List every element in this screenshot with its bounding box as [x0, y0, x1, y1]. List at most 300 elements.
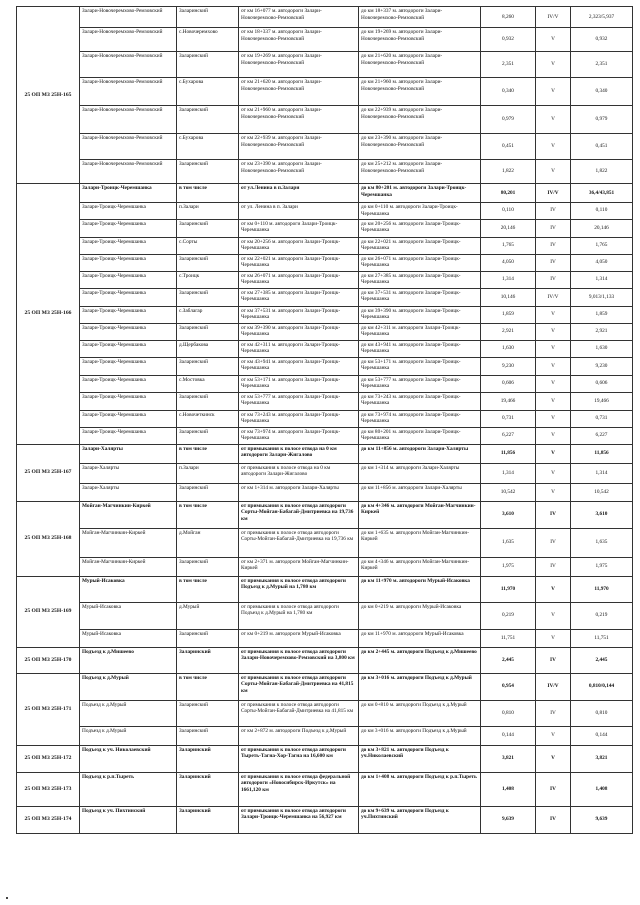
settlement-cell: Заларинский: [177, 427, 239, 444]
road-name-cell: Подъезд к д.Мурый: [80, 673, 177, 700]
table-row: [17, 806, 633, 833]
end-point-cell: до км 26+071 м. автодороги Залари-Троицк-Черемшанка: [359, 254, 481, 271]
road-code-cell: 25 ОП МЗ 25Н-170: [17, 647, 80, 673]
category-length-cell: 1,635: [571, 528, 633, 557]
length-cell: 20,146: [481, 219, 536, 237]
category-length-cell: 0,451: [571, 134, 633, 160]
settlement-cell: Заларинский: [177, 726, 239, 745]
road-name-cell: Подъезд к р.п.Тыреть: [80, 772, 177, 806]
road-name-cell: Залари-Троицк-Черемшанка: [80, 271, 177, 288]
settlement-cell: п.Залари: [177, 203, 239, 220]
start-point-cell: от км 53+777 м. автодороги Залари-Троицк-Черемшанка: [239, 392, 359, 410]
end-point-cell: до км 11+856 м. автодороги Залари-Халярты: [359, 444, 481, 463]
start-point-cell: от примыкания к полосе отвода автодороги Сорты-Мойган-Бабагай-Дмитриевка на 19,736 км: [239, 501, 359, 528]
end-point-cell: до км 21+620 м. автодороги Залари-Новочеремхово-Ремзовский: [359, 52, 481, 78]
category-cell: V: [536, 134, 571, 160]
category-length-cell: 2,445: [571, 647, 633, 673]
road-name-cell: Залари-Халярты: [80, 483, 177, 501]
start-point-cell: от примыкания к полосе отвода автодороги Подъезд к д.Мурый на 1,780 км: [239, 602, 359, 629]
category-length-cell: 0,606: [571, 375, 633, 392]
category-length-cell: 0,731: [571, 410, 633, 427]
settlement-cell: в том числе: [177, 501, 239, 528]
settlement-cell: Заларинский: [177, 806, 239, 833]
category-cell: IV/V: [536, 184, 571, 203]
road-name-cell: Подъезд к уч. Николаевский: [80, 745, 177, 772]
length-cell: 80,201: [481, 184, 536, 203]
length-cell: 4,050: [481, 254, 536, 271]
road-name-cell: Мойган-Магчинкин-Киркей: [80, 557, 177, 576]
category-cell: V: [536, 726, 571, 745]
table-row: [17, 463, 633, 483]
table-row: [17, 410, 633, 427]
road-name-cell: Залари-Троицк-Черемшанка: [80, 203, 177, 220]
table-row: [17, 52, 633, 78]
category-length-cell: 0,110: [571, 203, 633, 220]
category-cell: IV: [536, 700, 571, 726]
end-point-cell: до км 22+939 м. автодороги Залари-Новочеремхово-Ремзовский: [359, 106, 481, 134]
road-name-cell: Залари-Троицк-Черемшанка: [80, 340, 177, 357]
length-cell: 0,810: [481, 700, 536, 726]
category-cell: V: [536, 745, 571, 772]
end-point-cell: до км 0+219 м. автодороги Мурый-Исаковка: [359, 602, 481, 629]
road-name-cell: Мойган-Магчинкин-Киркей: [80, 528, 177, 557]
table-row: [17, 271, 633, 288]
road-code-cell: 25 ОП МЗ 25Н-167: [17, 444, 80, 501]
length-cell: 0,932: [481, 28, 536, 52]
category-length-cell: 36,4/43,851: [571, 184, 633, 203]
settlement-cell: д.Мойган: [177, 528, 239, 557]
table-row: [17, 647, 633, 673]
category-cell: IV: [536, 647, 571, 673]
road-code-cell: 25 ОП МЗ 25Н-174: [17, 806, 80, 833]
length-cell: 1,314: [481, 271, 536, 288]
end-point-cell: до км 27+385 м. автодороги Залари-Троицк-Черемшанка: [359, 271, 481, 288]
document-page: [16, 6, 632, 834]
start-point-cell: от км 21+620 м. автодороги Залари-Новочеремхово-Ремзовский: [239, 78, 359, 106]
end-point-cell: до км 9+639 м. автодороги Подъезд к уч.Пихтинский: [359, 806, 481, 833]
road-name-cell: Подъезд к д.Мурый: [80, 700, 177, 726]
road-name-cell: Залари-Новочеремхово-Ремзовский: [80, 7, 177, 28]
length-cell: 2,921: [481, 323, 536, 340]
road-code-cell: 25 ОП МЗ 25Н-165: [17, 7, 80, 184]
start-point-cell: от примыкания к полосе отвода федеральной автодороги «Новосибирск-Иркутск» на 1661,120 км: [239, 772, 359, 806]
category-cell: V: [536, 444, 571, 463]
table-row: [17, 134, 633, 160]
settlement-cell: Заларинский: [177, 219, 239, 237]
settlement-cell: Заларинский: [177, 745, 239, 772]
category-cell: V: [536, 392, 571, 410]
start-point-cell: от км 21+960 м. автодороги Залари-Новочеремхово-Ремзовский: [239, 106, 359, 134]
category-length-cell: 9,230: [571, 357, 633, 375]
category-cell: V: [536, 306, 571, 323]
road-name-cell: Залари-Новочеремхово-Ремзовский: [80, 28, 177, 52]
category-cell: V: [536, 28, 571, 52]
length-cell: 9,230: [481, 357, 536, 375]
table-row: [17, 219, 633, 237]
category-length-cell: 0,144: [571, 726, 633, 745]
road-name-cell: Мойган-Магчинкин-Киркей: [80, 501, 177, 528]
category-length-cell: 11,970: [571, 576, 633, 602]
start-point-cell: от ул. Ленина в п. Залари: [239, 203, 359, 220]
length-cell: 3,610: [481, 501, 536, 528]
road-name-cell: Залари-Троицк-Черемшанка: [80, 427, 177, 444]
table-row: [17, 483, 633, 501]
category-length-cell: 11,751: [571, 629, 633, 647]
road-name-cell: Залари-Троицк-Черемшанка: [80, 288, 177, 306]
table-row: [17, 557, 633, 576]
table-row: [17, 28, 633, 52]
road-name-cell: Мурый-Исаковка: [80, 602, 177, 629]
category-cell: IV/V: [536, 673, 571, 700]
end-point-cell: до км 73+974 м. автодороги Залари-Троицк-Черемшанка: [359, 410, 481, 427]
length-cell: 1,975: [481, 557, 536, 576]
end-point-cell: до км 80+201 м. автодороги Залари-Троицк-Черемшанка: [359, 184, 481, 203]
end-point-cell: до км 42+311 м. автодороги Залари-Троицк-Черемшанка: [359, 323, 481, 340]
end-point-cell: до км 1+635 м. автодороги Мойган-Магчинкин-Киркей: [359, 528, 481, 557]
category-length-cell: 0,932: [571, 28, 633, 52]
category-cell: V: [536, 576, 571, 602]
settlement-cell: Заларинский: [177, 557, 239, 576]
length-cell: 2,445: [481, 647, 536, 673]
length-cell: 0,219: [481, 602, 536, 629]
table-row: [17, 340, 633, 357]
road-name-cell: Залари-Троицк-Черемшанка: [80, 357, 177, 375]
category-length-cell: 3,610: [571, 501, 633, 528]
length-cell: 11,970: [481, 576, 536, 602]
table-row: [17, 357, 633, 375]
road-register-table: [16, 6, 633, 834]
start-point-cell: от км 0+219 м. автодороги Мурый-Исаковка: [239, 629, 359, 647]
length-cell: 1,630: [481, 340, 536, 357]
table-row: [17, 106, 633, 134]
category-length-cell: 2,351: [571, 52, 633, 78]
category-cell: IV: [536, 271, 571, 288]
table-row: [17, 772, 633, 806]
settlement-cell: в том числе: [177, 184, 239, 203]
table-row: [17, 444, 633, 463]
start-point-cell: от км 27+385 м. автодороги Залари-Троицк-Черемшанка: [239, 288, 359, 306]
table-row: [17, 237, 633, 254]
road-name-cell: Мурый-Исаковка: [80, 576, 177, 602]
settlement-cell: Заларинский: [177, 647, 239, 673]
end-point-cell: до км 19+269 м. автодороги Залари-Новочеремхово-Ремзовский: [359, 28, 481, 52]
road-code-cell: 25 ОП МЗ 25Н-168: [17, 501, 80, 576]
road-name-cell: Залари-Троицк-Черемшанка: [80, 254, 177, 271]
road-name-cell: Залари-Троицк-Черемшанка: [80, 375, 177, 392]
road-code-cell: 25 ОП МЗ 25Н-173: [17, 772, 80, 806]
end-point-cell: до км 43+941 м. автодороги Залари-Троицк-Черемшанка: [359, 340, 481, 357]
start-point-cell: от км 22+939 м. автодороги Залари-Новочеремхово-Ремзовский: [239, 134, 359, 160]
start-point-cell: от примыкания к полосе отвода автодороги Сорты-Мойган-Бабагай-Дмитриевка на 41,815 км: [239, 673, 359, 700]
table-row: [17, 254, 633, 271]
table-row: [17, 629, 633, 647]
category-cell: V: [536, 427, 571, 444]
start-point-cell: от км 39+390 м. автодороги Залари-Троицк-Черемшанка: [239, 323, 359, 340]
category-cell: IV: [536, 772, 571, 806]
category-cell: V: [536, 410, 571, 427]
length-cell: 1,765: [481, 237, 536, 254]
table-row: [17, 323, 633, 340]
end-point-cell: до км 80+201 м. автодороги Залари-Троицк-Черемшанка: [359, 427, 481, 444]
table-row: [17, 288, 633, 306]
settlement-cell: Заларинский: [177, 772, 239, 806]
length-cell: 2,351: [481, 52, 536, 78]
length-cell: 8,260: [481, 7, 536, 28]
settlement-cell: с.Бухарова: [177, 78, 239, 106]
category-cell: V: [536, 483, 571, 501]
length-cell: 1,635: [481, 528, 536, 557]
end-point-cell: до км 22+021 м. автодороги Залари-Троицк-Черемшанка: [359, 237, 481, 254]
category-length-cell: 11,856: [571, 444, 633, 463]
end-point-cell: до км 3+016 м. автодороги Подъезд к д.Мурый: [359, 673, 481, 700]
category-cell: V: [536, 78, 571, 106]
category-length-cell: 20,146: [571, 219, 633, 237]
category-cell: V: [536, 160, 571, 184]
table-row: [17, 78, 633, 106]
length-cell: 0,451: [481, 134, 536, 160]
start-point-cell: от примыкания к полосе отвода автодороги Подъезд к д.Мурый на 1,780 км: [239, 576, 359, 602]
start-point-cell: от примыкания к полосе отвода автодороги Сорты-Мойган-Бабагай-Дмитриевка на 19,736 км: [239, 528, 359, 557]
length-cell: 1,859: [481, 306, 536, 323]
settlement-cell: Заларинский: [177, 357, 239, 375]
start-point-cell: от примыкания к полосе отвода автодороги Сорты-Мойган-Бабагай-Дмитриевка на 41,815 км: [239, 700, 359, 726]
start-point-cell: от примыкания к полосе отвода автодороги Тыреть-Тагна-Хор-Тагна на 16,600 км: [239, 745, 359, 772]
settlement-cell: п.Залари: [177, 463, 239, 483]
category-length-cell: 2,921: [571, 323, 633, 340]
length-cell: 6,227: [481, 427, 536, 444]
settlement-cell: д.Щербакова: [177, 340, 239, 357]
start-point-cell: от км 43+941 м. автодороги Залари-Троицк-Черемшанка: [239, 357, 359, 375]
settlement-cell: Заларинский: [177, 288, 239, 306]
road-name-cell: Залари-Троицк-Черемшанка: [80, 237, 177, 254]
length-cell: 19,466: [481, 392, 536, 410]
category-cell: V: [536, 357, 571, 375]
category-length-cell: 0,810: [571, 700, 633, 726]
category-cell: V: [536, 463, 571, 483]
start-point-cell: от км 16+077 м. автодороги Залари-Новочеремхово-Ремзовский: [239, 7, 359, 28]
end-point-cell: до км 0+810 м. автодороги Подъезд к д.Мурый: [359, 700, 481, 726]
end-point-cell: до км 11+970 м. автодороги Мурый-Исаковка: [359, 576, 481, 602]
length-cell: 1,822: [481, 160, 536, 184]
table-row: [17, 203, 633, 220]
settlement-cell: Заларинский: [177, 52, 239, 78]
length-cell: 10,146: [481, 288, 536, 306]
category-cell: IV/V: [536, 7, 571, 28]
category-length-cell: 19,466: [571, 392, 633, 410]
road-name-cell: Подъезд к д.Мурый: [80, 726, 177, 745]
start-point-cell: от км 73+243 м. автодороги Залари-Троицк-Черемшанка: [239, 410, 359, 427]
category-length-cell: 1,314: [571, 463, 633, 483]
table-row: [17, 745, 633, 772]
settlement-cell: Заларинский: [177, 254, 239, 271]
start-point-cell: от км 53+171 м. автодороги Залари-Троицк-Черемшанка: [239, 375, 359, 392]
road-name-cell: Подъезд к д.Мишеево: [80, 647, 177, 673]
start-point-cell: от км 18+337 м. автодороги Залари-Новочеремхово-Ремзовский: [239, 28, 359, 52]
end-point-cell: до км 0+110 м. автодороги Залари-Троицк-Черемшанка: [359, 203, 481, 220]
end-point-cell: до км 18+337 м. автодороги Залари-Новочеремхово-Ремзовский: [359, 7, 481, 28]
start-point-cell: от км 1+314 м. автодороги Залари-Халярты: [239, 483, 359, 501]
road-name-cell: Залари-Новочеремхово-Ремзовский: [80, 52, 177, 78]
road-name-cell: Подъезд к уч. Пихтинский: [80, 806, 177, 833]
start-point-cell: от км 20+256 м. автодороги Залари-Троицк-Черемшанка: [239, 237, 359, 254]
start-point-cell: от км 26+071 м. автодороги Залари-Троицк-Черемшанка: [239, 271, 359, 288]
road-name-cell: Залари-Троицк-Черемшанка: [80, 219, 177, 237]
category-length-cell: 1,314: [571, 271, 633, 288]
category-length-cell: 0,810/0,144: [571, 673, 633, 700]
start-point-cell: от км 0+110 м. автодороги Залари-Троицк-Черемшанка: [239, 219, 359, 237]
table-row: [17, 392, 633, 410]
length-cell: 0,606: [481, 375, 536, 392]
table-row: [17, 602, 633, 629]
category-length-cell: 0,979: [571, 106, 633, 134]
road-code-cell: 25 ОП МЗ 25Н-172: [17, 745, 80, 772]
category-length-cell: 3,821: [571, 745, 633, 772]
category-cell: V: [536, 602, 571, 629]
length-cell: 0,144: [481, 726, 536, 745]
table-row: [17, 700, 633, 726]
category-length-cell: 1,630: [571, 340, 633, 357]
length-cell: 0,340: [481, 78, 536, 106]
settlement-cell: в том числе: [177, 444, 239, 463]
start-point-cell: от примыкания к полосе отвода на 0 км автодороги Залари-Жигалово: [239, 444, 359, 463]
settlement-cell: с.Сорты: [177, 237, 239, 254]
category-cell: V: [536, 375, 571, 392]
page-mark: [6, 897, 8, 899]
road-name-cell: Залари-Троицк-Черемшанка: [80, 410, 177, 427]
length-cell: 11,856: [481, 444, 536, 463]
start-point-cell: от км 23+390 м. автодороги Залари-Новочеремхово-Ремзовский: [239, 160, 359, 184]
end-point-cell: до км 53+777 м. автодороги Залари-Троицк-Черемшанка: [359, 375, 481, 392]
start-point-cell: от км 37+531 м. автодороги Залари-Троицк-Черемшанка: [239, 306, 359, 323]
settlement-cell: в том числе: [177, 576, 239, 602]
settlement-cell: Заларинский: [177, 629, 239, 647]
end-point-cell: до км 20+256 м. автодороги Залари-Троицк-Черемшанка: [359, 219, 481, 237]
length-cell: 9,639: [481, 806, 536, 833]
category-cell: IV: [536, 528, 571, 557]
end-point-cell: до км 39+390 м. автодороги Залари-Троицк-Черемшанка: [359, 306, 481, 323]
category-cell: V: [536, 340, 571, 357]
category-cell: IV/V: [536, 288, 571, 306]
table-row: [17, 673, 633, 700]
road-code-cell: 25 ОП МЗ 25Н-166: [17, 184, 80, 445]
table-row: [17, 306, 633, 323]
end-point-cell: до км 23+390 м. автодороги Залари-Новочеремхово-Ремзовский: [359, 134, 481, 160]
table-row: [17, 427, 633, 444]
road-name-cell: Залари-Новочеремхово-Ремзовский: [80, 134, 177, 160]
category-length-cell: 1,765: [571, 237, 633, 254]
category-length-cell: 4,050: [571, 254, 633, 271]
start-point-cell: от км 2+371 м. автодороги Мойган-Магчинкин-Киркей: [239, 557, 359, 576]
length-cell: 0,110: [481, 203, 536, 220]
length-cell: 0,731: [481, 410, 536, 427]
category-length-cell: 1,822: [571, 160, 633, 184]
category-length-cell: 10,542: [571, 483, 633, 501]
category-length-cell: 0,340: [571, 78, 633, 106]
road-name-cell: Залари-Троицк-Черемшанка: [80, 392, 177, 410]
category-cell: V: [536, 106, 571, 134]
end-point-cell: до км 3+821 м. автодороги Подъезд к уч.Николаевский: [359, 745, 481, 772]
settlement-cell: Заларинский: [177, 7, 239, 28]
road-name-cell: Залари-Троицк-Черемшанка: [80, 184, 177, 203]
road-code-cell: 25 ОП МЗ 25Н-171: [17, 673, 80, 745]
settlement-cell: д.Мурый: [177, 602, 239, 629]
settlement-cell: Заларинский: [177, 700, 239, 726]
length-cell: 1,314: [481, 463, 536, 483]
category-length-cell: 0,219: [571, 602, 633, 629]
end-point-cell: до км 1+408 м. автодороги Подъезд к р.п.Тыреть: [359, 772, 481, 806]
start-point-cell: от примыкания к полосе отвода на 0 км автодороги Залари-Жигалово: [239, 463, 359, 483]
category-length-cell: 1,975: [571, 557, 633, 576]
table-row: [17, 160, 633, 184]
settlement-cell: с.Заблагар: [177, 306, 239, 323]
road-name-cell: Залари-Новочеремхово-Ремзовский: [80, 160, 177, 184]
length-cell: 0,979: [481, 106, 536, 134]
table-row: [17, 726, 633, 745]
table-row: [17, 528, 633, 557]
table-row: [17, 375, 633, 392]
start-point-cell: от км 19+269 м. автодороги Залари-Новочеремхово-Ремзовский: [239, 52, 359, 78]
start-point-cell: от км 42+311 м. автодороги Залари-Троицк-Черемшанка: [239, 340, 359, 357]
settlement-cell: в том числе: [177, 673, 239, 700]
settlement-cell: Заларинский: [177, 160, 239, 184]
road-name-cell: Залари-Троицк-Черемшанка: [80, 306, 177, 323]
table-row: [17, 7, 633, 28]
start-point-cell: от примыкания к полосе отвода автодороги Залари-Троицк-Черемшанка на 56,927 км: [239, 806, 359, 833]
end-point-cell: до км 4+346 м. автодороги Мойган-Магчинкин-Киркей: [359, 557, 481, 576]
end-point-cell: до км 53+171 м. автодороги Залари-Троицк-Черемшанка: [359, 357, 481, 375]
end-point-cell: до км 73+243 м. автодороги Залари-Троицк-Черемшанка: [359, 392, 481, 410]
category-cell: IV: [536, 806, 571, 833]
table-row: [17, 501, 633, 528]
category-length-cell: 1,408: [571, 772, 633, 806]
end-point-cell: до км 11+856 м. автодороги Залари-Халярты: [359, 483, 481, 501]
road-name-cell: Залари-Новочеремхово-Ремзовский: [80, 106, 177, 134]
category-cell: V: [536, 629, 571, 647]
length-cell: 3,821: [481, 745, 536, 772]
settlement-cell: Заларинский: [177, 106, 239, 134]
category-cell: V: [536, 323, 571, 340]
category-length-cell: 9,013/1,133: [571, 288, 633, 306]
settlement-cell: с.Новочеремхово: [177, 28, 239, 52]
road-name-cell: Залари-Троицк-Черемшанка: [80, 323, 177, 340]
start-point-cell: от км 22+021 м. автодороги Залари-Троицк-Черемшанка: [239, 254, 359, 271]
start-point-cell: от примыкания к полосе отвода автодороги Залари-Новочеремхово-Ремзовский на 3,800 км: [239, 647, 359, 673]
settlement-cell: Заларинский: [177, 392, 239, 410]
end-point-cell: до км 4+346 м. автодороги Мойган-Магчинкин-Киркей: [359, 501, 481, 528]
end-point-cell: до км 1+314 м. автодороги Залари-Халярты: [359, 463, 481, 483]
start-point-cell: от ул.Ленина в п.Залари: [239, 184, 359, 203]
start-point-cell: от км 2+872 м. автодороги Подъезд к д.Мурый: [239, 726, 359, 745]
end-point-cell: до км 3+016 м. автодороги Подъезд к д.Мурый: [359, 726, 481, 745]
category-cell: IV: [536, 254, 571, 271]
end-point-cell: до км 37+531 м. автодороги Залари-Троицк-Черемшанка: [359, 288, 481, 306]
length-cell: 11,751: [481, 629, 536, 647]
category-cell: IV: [536, 203, 571, 220]
settlement-cell: Заларинский: [177, 323, 239, 340]
end-point-cell: до км 25+212 м. автодороги Залари-Новочеремхово-Ремзовский: [359, 160, 481, 184]
category-cell: IV: [536, 237, 571, 254]
road-name-cell: Залари-Халярты: [80, 463, 177, 483]
length-cell: 10,542: [481, 483, 536, 501]
settlement-cell: Заларинский: [177, 483, 239, 501]
road-name-cell: Мурый-Исаковка: [80, 629, 177, 647]
table-row: [17, 576, 633, 602]
road-code-cell: 25 ОП МЗ 25Н-169: [17, 576, 80, 647]
category-cell: V: [536, 52, 571, 78]
category-length-cell: 2,323/5,937: [571, 7, 633, 28]
start-point-cell: от км 73+974 м. автодороги Залари-Троицк-Черемшанка: [239, 427, 359, 444]
table-row: [17, 184, 633, 203]
